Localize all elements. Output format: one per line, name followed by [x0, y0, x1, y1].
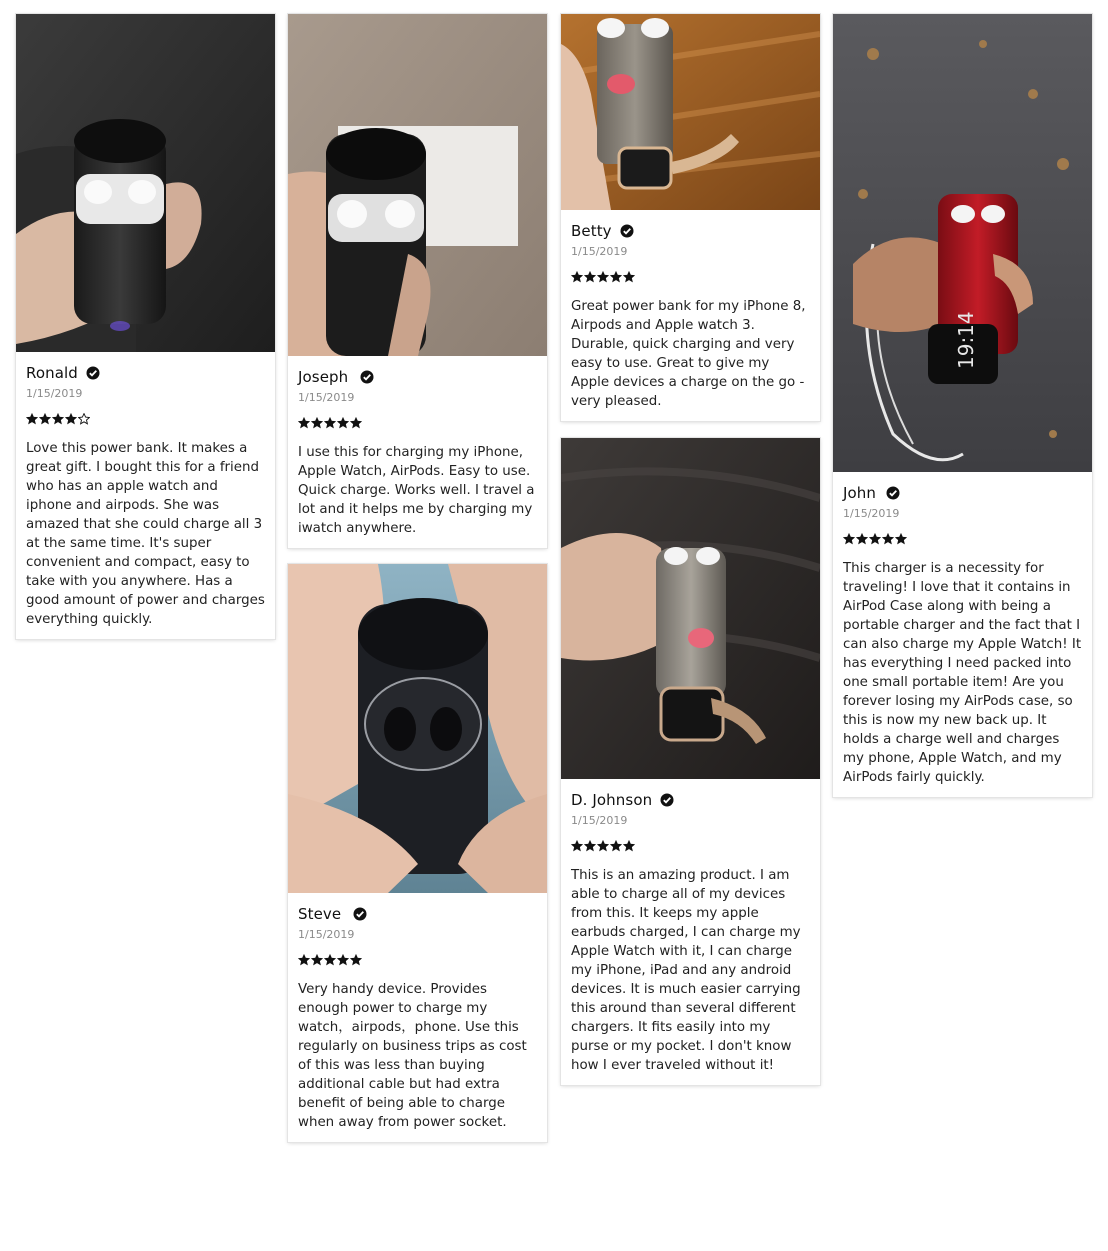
verified-check-icon — [360, 370, 374, 384]
review-text: This charger is a necessity for traveling! I love that it contains in AirPod Case along with being a portable charger and the fact that I can also charge my Apple Watch! It has everything I need packed into one small portable item! Are you forever losing my AirPods case, so this is now my new back up. It holds a charge well and charges my phone, Apple Watch, and my AirPods fairly quickly. — [843, 561, 1082, 785]
star-filled-icon — [324, 954, 336, 966]
reviewer-name: Joseph — [298, 368, 349, 386]
star-filled-icon — [571, 271, 583, 283]
review-photo[interactable] — [833, 14, 1092, 472]
star-filled-icon — [856, 533, 868, 545]
star-filled-icon — [610, 271, 622, 283]
review-text: This is an amazing product. I am able to charge all of my devices from this. It keeps my apple earbuds charged, I can charge my Apple Watch with it, I can charge my iPhone, iPad and any android devices. It is much easier carrying this around than several different chargers. It fits easily into my purse or my pocket. I don't know how I ever traveled without it! — [571, 868, 801, 1073]
review-photo[interactable] — [561, 14, 820, 210]
review-date: 1/15/2019 — [26, 387, 83, 400]
review-text: Love this power bank. It makes a great gift. I bought this for a friend who has an apple watch and iphone and airpods. She was amazed that she could charge all 3 at the same time. It's super convenient and compact, easy to take with you anywhere. Has a good amount of power and charges everything quickly. — [26, 441, 265, 627]
star-filled-icon — [337, 954, 349, 966]
star-rating — [298, 417, 537, 431]
star-filled-icon — [26, 413, 38, 425]
review-photo[interactable] — [288, 14, 547, 356]
star-filled-icon — [597, 271, 609, 283]
verified-check-icon — [620, 224, 634, 238]
review-card — [833, 14, 1092, 797]
review-card — [288, 14, 547, 548]
star-filled-icon — [610, 840, 622, 852]
star-rating — [571, 840, 810, 854]
star-filled-icon — [843, 533, 855, 545]
star-filled-icon — [350, 954, 362, 966]
star-filled-icon — [623, 271, 635, 283]
star-outline-icon — [78, 413, 90, 425]
star-filled-icon — [350, 417, 362, 429]
star-filled-icon — [882, 533, 894, 545]
review-date: 1/15/2019 — [298, 391, 355, 404]
review-text: Great power bank for my iPhone 8, Airpods and Apple watch 3. Durable, quick charging and very easy to use. Great to give my Apple devices a charge on the go - very pleased. — [571, 299, 806, 409]
review-text: I use this for charging my iPhone, Apple Watch, AirPods. Easy to use. Quick charge. Works well. I travel a lot and it helps me by charging my iwatch anywhere. — [298, 445, 535, 536]
review-card — [16, 14, 275, 639]
review-date: 1/15/2019 — [298, 928, 355, 941]
star-rating — [571, 271, 810, 285]
review-card — [561, 14, 820, 421]
review-photo[interactable] — [561, 438, 820, 779]
reviewer-name: Betty — [571, 222, 612, 240]
star-filled-icon — [324, 417, 336, 429]
star-filled-icon — [65, 413, 77, 425]
star-filled-icon — [337, 417, 349, 429]
star-filled-icon — [584, 271, 596, 283]
star-filled-icon — [298, 954, 310, 966]
reviewer-name: Ronald — [26, 364, 78, 382]
star-rating — [298, 954, 537, 968]
star-rating — [843, 533, 1082, 547]
verified-check-icon — [886, 486, 900, 500]
verified-check-icon — [353, 907, 367, 921]
review-photo[interactable] — [288, 564, 547, 893]
star-filled-icon — [869, 533, 881, 545]
review-card — [561, 438, 820, 1085]
star-filled-icon — [571, 840, 583, 852]
star-filled-icon — [584, 840, 596, 852]
review-photo[interactable] — [16, 14, 275, 352]
star-filled-icon — [895, 533, 907, 545]
reviewer-name: Steve — [298, 905, 342, 923]
star-filled-icon — [623, 840, 635, 852]
star-filled-icon — [597, 840, 609, 852]
star-filled-icon — [298, 417, 310, 429]
star-filled-icon — [39, 413, 51, 425]
watch-face-time: 19:14 — [954, 311, 978, 369]
star-rating — [26, 413, 265, 427]
review-date: 1/15/2019 — [843, 507, 900, 520]
review-card — [288, 564, 547, 1142]
review-text: Very handy device. Provides enough power to charge my watch，airpods，phone. Use this regularly on business trips as cost of this was less than buying additional cable but had extra benefit of being able to charge when away from power socket. — [298, 982, 527, 1130]
star-filled-icon — [311, 954, 323, 966]
star-filled-icon — [52, 413, 64, 425]
reviewer-name: John — [843, 484, 877, 502]
verified-check-icon — [86, 366, 100, 380]
reviewer-name: D. Johnson — [571, 791, 653, 809]
review-date: 1/15/2019 — [571, 814, 628, 827]
star-filled-icon — [311, 417, 323, 429]
verified-check-icon — [660, 793, 674, 807]
review-date: 1/15/2019 — [571, 245, 628, 258]
